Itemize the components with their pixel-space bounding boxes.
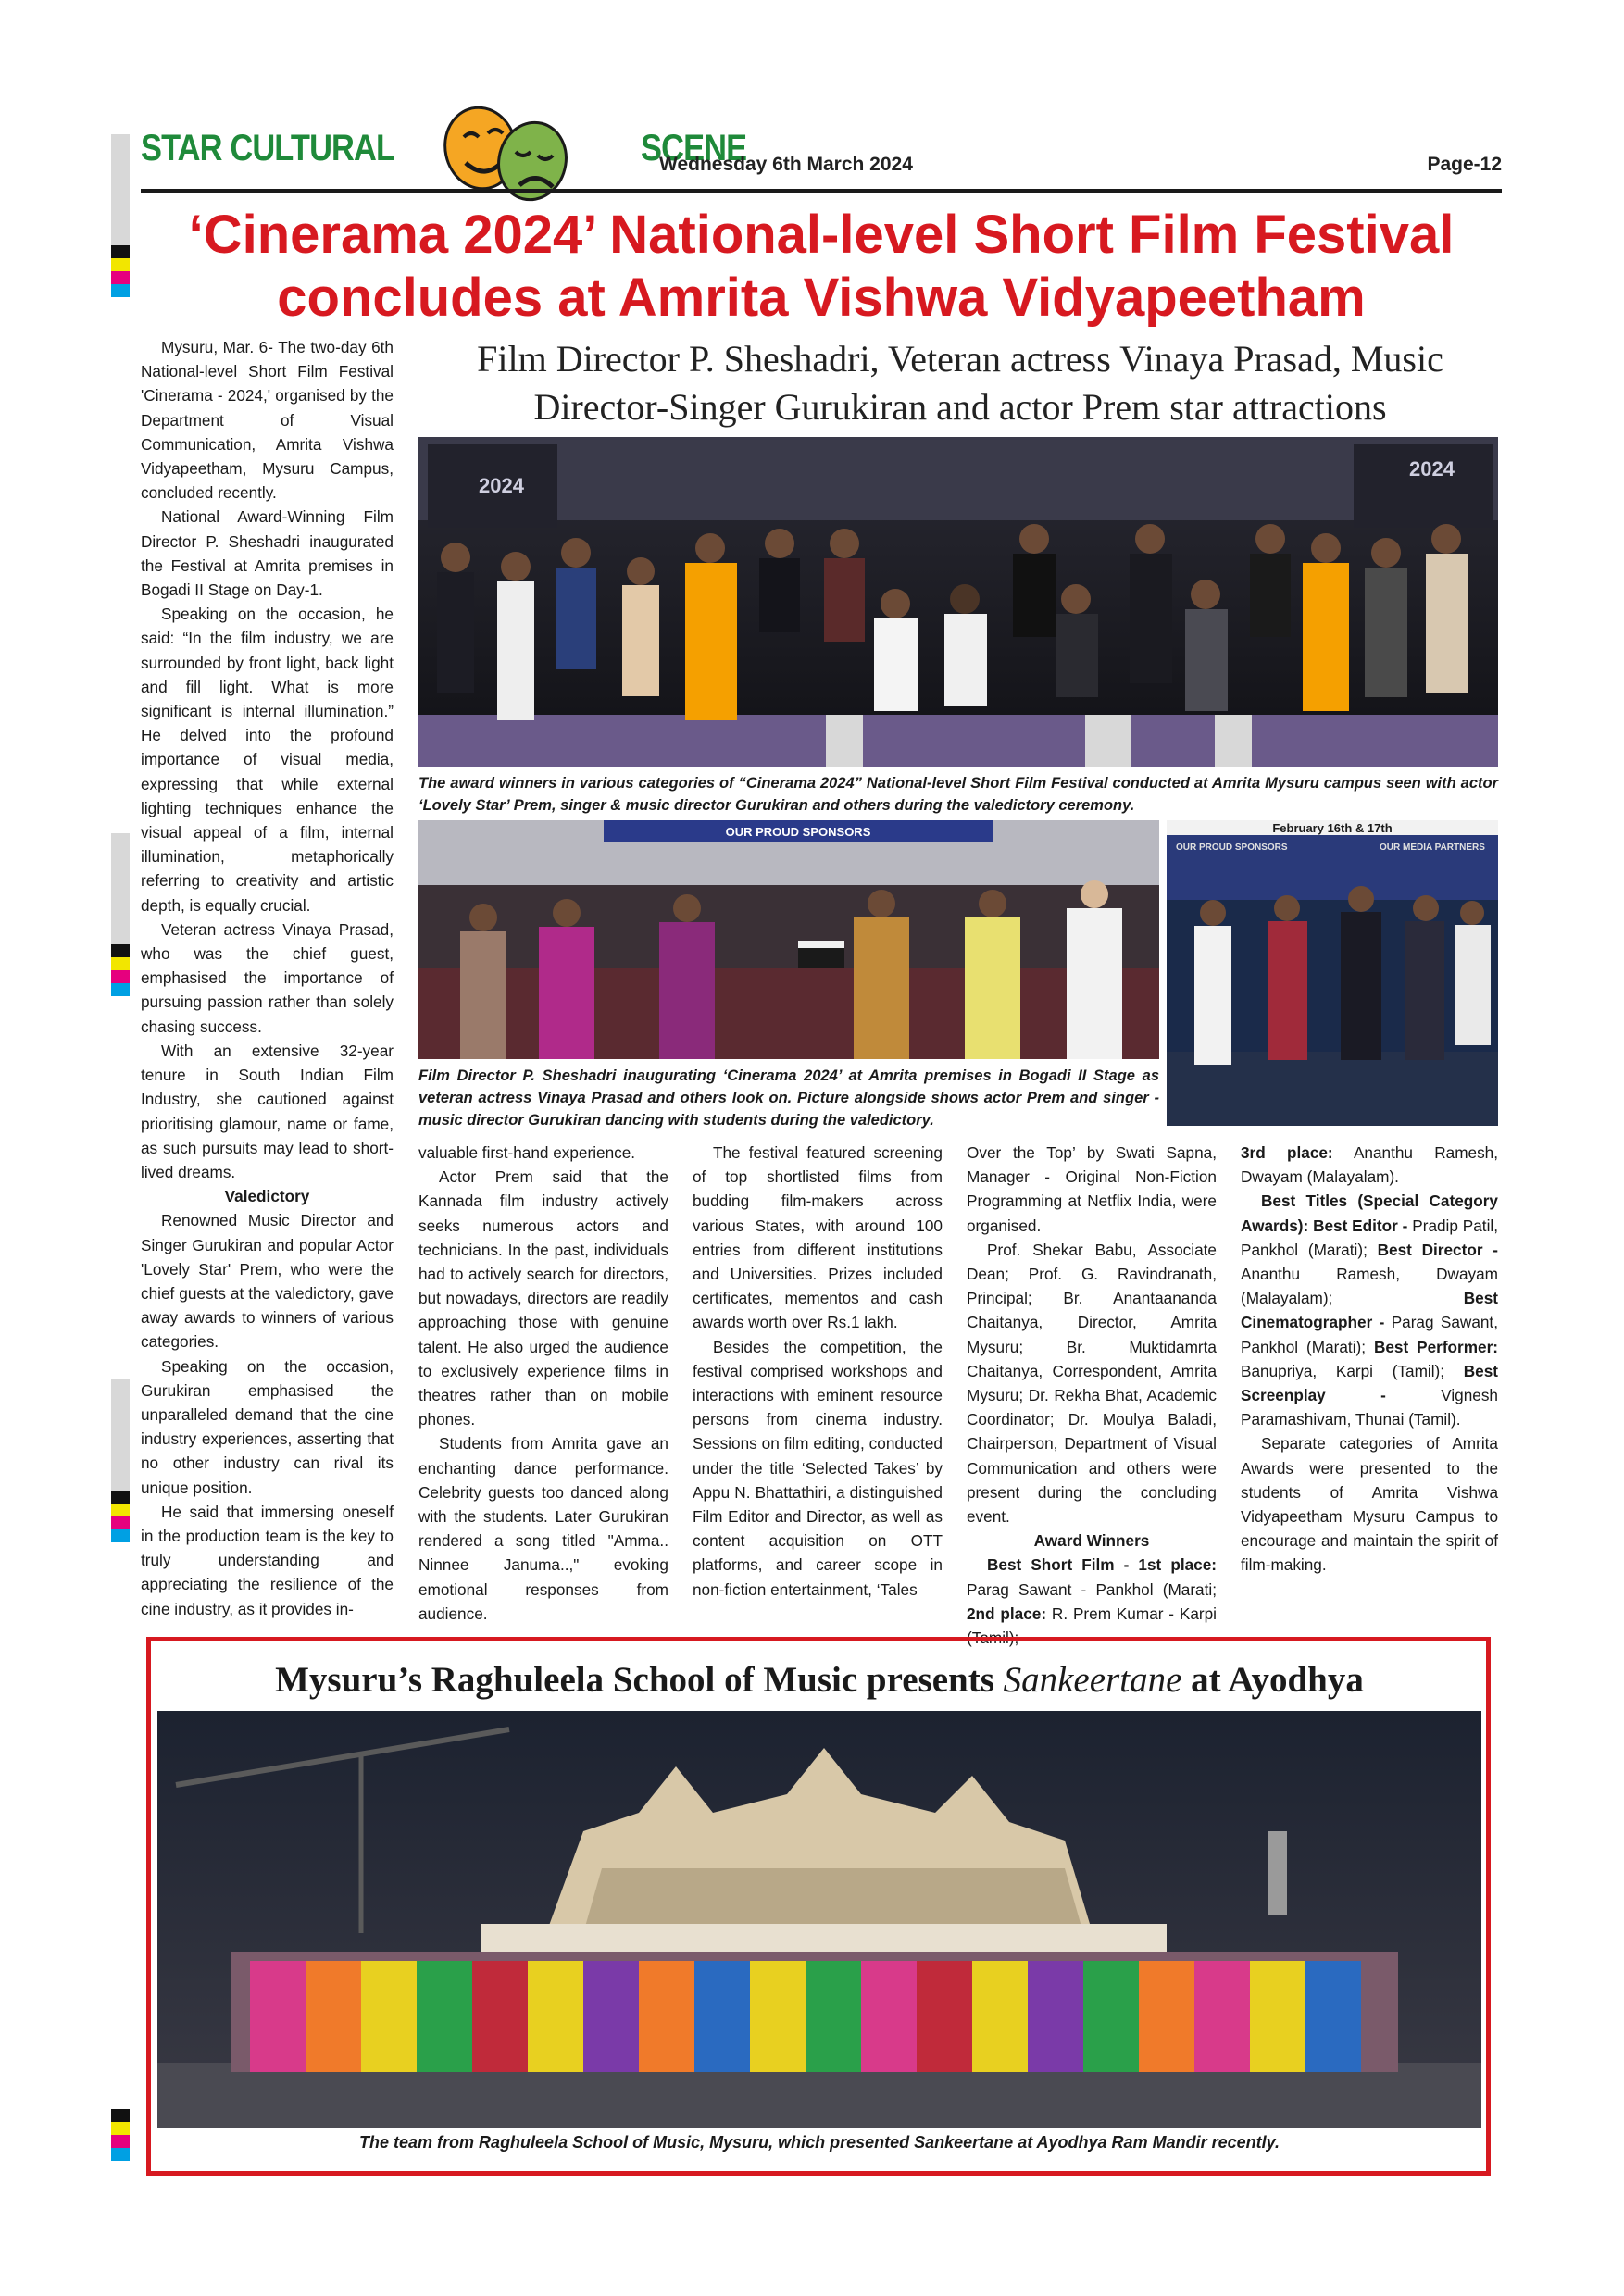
paragraph: He said that immersing oneself in the production team is the key to truly understanding and appreciating the resilience of the cine industry, as it provides in- bbox=[141, 1502, 394, 1618]
page-number: Page-12 bbox=[1427, 154, 1502, 175]
award-paragraph bbox=[1241, 1141, 1498, 1189]
award-value: Vignesh Paramashivam, Thunai (Tamil). bbox=[1241, 1386, 1498, 1429]
dance-photo bbox=[1167, 820, 1498, 1126]
box-title-part-1: Mysuru’s Raghuleela School of Music presents bbox=[275, 1660, 1004, 1700]
award-label: 2nd place: bbox=[967, 1603, 1047, 1623]
paragraph: Students from Amrita gave an enchanting dance performance. Celebrity guests too danced along with the students. Later Gurukiran rendered a song titled "Amma.. Ninnee Januma..," evoking emotional responses from audience. bbox=[418, 1434, 668, 1623]
paragraph: Separate categories of Amrita Awards were presented to the students of Amrita Vishwa Vidyapeetham Mysuru Campus to encourage and maintain the spirit of film-making. bbox=[1241, 1434, 1498, 1575]
photo-caption-2: Film Director P. Sheshadri inaugurating ‘Cinerama 2024’ at Amrita premises in Bogadi II Stage as veteran actress Vinaya Prasad and others look on. Picture alongside shows actor Prem and singer - music director Gurukiran dancing with students during the valedictory. bbox=[418, 1067, 1159, 1129]
photo-text-sponsors: OUR PROUD SPONSORS bbox=[725, 825, 871, 839]
masthead bbox=[141, 100, 1502, 183]
paragraph: Actor Prem said that the Kannada film industry actively seeks numerous actors and technicians. In the past, individuals had to actively search for directors, but nowadays, directors are readily approaching those with genuine talent. He also urged the audience to exclusively experience films in theatres rather than on mobile phones. bbox=[418, 1167, 668, 1429]
article-column-4 bbox=[967, 1141, 1217, 1650]
issue-date: Wednesday 6th March 2024 bbox=[659, 154, 913, 175]
ayodhya-group-photo bbox=[157, 1711, 1481, 2128]
photo-text-year: 2024 bbox=[479, 474, 524, 497]
article-column-2 bbox=[418, 1141, 668, 1626]
headline bbox=[141, 204, 1502, 330]
subhead-line-2: Director-Singer Gurukiran and actor Prem star attractions bbox=[533, 386, 1387, 428]
paragraph: Prof. Shekar Babu, Associate Dean; Prof. G. Ravindranath, Principal; Br. Anantaananda Chaitanya, Director, Amrita Mysuru; Br. Muktidamrta Chaitanya, Correspondent, Amrita Mysuru; Dr. Rekha Bhat, Academic Coordinator; Dr. Moulya Baladi, Chairperson, Department of Visual Communication and others were present during the concluding event. bbox=[967, 1240, 1217, 1527]
paragraph: National Award-Winning Film Director P. Sheshadri inaugurated the Festival at Amrita premises in Bogadi II Stage on Day-1. bbox=[141, 507, 394, 600]
photo-caption-1: The award winners in various categories of “Cinerama 2024” National-level Short Film Festival conducted at Amrita Mysuru campus seen with actor ‘Lovely Star’ Prem, singer & music director Gurukiran and others during the valedictory ceremony. bbox=[418, 775, 1498, 814]
registration-marks bbox=[111, 833, 130, 996]
award-label: Best Titles (Special Category Awards): Best Editor - bbox=[1241, 1192, 1498, 1235]
award-value: Ananthu Ramesh, Dwayam (Malayalam). bbox=[1241, 1143, 1498, 1187]
box-title-italic: Sankeertane bbox=[1003, 1660, 1182, 1700]
article-column-5 bbox=[1241, 1141, 1498, 1578]
headline-line-2: concludes at Amrita Vishwa Vidyapeetham bbox=[277, 268, 1366, 328]
award-label: Best Short Film - 1st place: bbox=[987, 1555, 1217, 1575]
award-value: Ananthu Ramesh, Dwayam (Malayalam); bbox=[1241, 1265, 1498, 1308]
award-value: Parag Sawant, Pankhol (Marati); bbox=[1241, 1313, 1498, 1356]
paragraph: Veteran actress Vinaya Prasad, who was the chief guest, emphasised the importance of pursuing passion rather than solely chasing success. bbox=[141, 919, 394, 1036]
award-paragraph bbox=[967, 1553, 1217, 1650]
registration-marks bbox=[111, 2109, 130, 2161]
registration-marks bbox=[111, 1379, 130, 1542]
paragraph: valuable first-hand experience. bbox=[418, 1143, 636, 1162]
award-value: R. Prem Kumar - Karpi (Tamil); bbox=[967, 1603, 1217, 1648]
section-subhead: Valedictory bbox=[224, 1187, 310, 1206]
photo-text-dates: February 16th & 17th bbox=[1272, 821, 1393, 835]
paragraph: Renowned Music Director and Singer Gurukiran and popular Actor 'Lovely Star' Prem, who were the chief guests at the valedictory, gave away awards to winners of various categories. bbox=[141, 1211, 394, 1352]
photo-text-sponsors: OUR PROUD SPONSORS bbox=[1176, 842, 1288, 853]
inauguration-photo bbox=[418, 820, 1159, 1059]
box-caption: The team from Raghuleela School of Music, Mysuru, which presented Sankeertane at Ayodhya Ram Mandir recently. bbox=[359, 2133, 1280, 2152]
registration-marks bbox=[111, 134, 130, 297]
headline-line-1: ‘Cinerama 2024’ National-level Short Film Festival bbox=[188, 205, 1455, 265]
choir-members bbox=[231, 1952, 1398, 2072]
paragraph: Mysuru, Mar. 6- The two-day 6th National-level Short Film Festival 'Cinerama - 2024,' organised by the Department of Visual Communication, Amrita Vishwa Vidyapeetham, Mysuru Campus, concluded recently. bbox=[141, 338, 394, 503]
subhead-line-1: Film Director P. Sheshadri, Veteran actress Vinaya Prasad, Music bbox=[477, 338, 1443, 380]
box-title-part-2: at Ayodhya bbox=[1181, 1660, 1364, 1700]
award-label: Best Director - bbox=[1377, 1240, 1498, 1259]
award-label: 3rd place: bbox=[1241, 1143, 1333, 1162]
paragraph: The festival featured screening of top shortlisted films from budding film-makers across various States, with around 100 entries from different institutions and Universities. Prizes included certificates, mementos and cash awards worth over Rs.1 lakh. bbox=[693, 1143, 943, 1332]
masthead-right-word: SCENE bbox=[641, 128, 747, 168]
masthead-left-word: STAR CULTURAL bbox=[141, 128, 395, 168]
article-subhead bbox=[418, 335, 1502, 431]
photo-text-year: 2024 bbox=[1409, 457, 1455, 480]
award-value: Banupriya, Karpi (Tamil); bbox=[1241, 1361, 1445, 1380]
paragraph: Over the Top’ by Swati Sapna, Manager - Original Non-Fiction Programming at Netflix India, were organised. bbox=[967, 1143, 1217, 1235]
paragraph: With an extensive 32-year tenure in South Indian Film Industry, she cautioned against prioritising glamour, name or fame, as such pursuits may lead to short-lived dreams. bbox=[141, 1041, 394, 1181]
award-value: Parag Sawant - Pankhol (Marati; bbox=[967, 1579, 1217, 1599]
section-subhead: Award Winners bbox=[1033, 1531, 1150, 1551]
award-label: Best Screenplay - bbox=[1241, 1361, 1498, 1405]
photo-text-media: OUR MEDIA PARTNERS bbox=[1380, 842, 1485, 853]
box-title bbox=[157, 1659, 1481, 1701]
masthead-rule bbox=[141, 189, 1502, 193]
article-column-1 bbox=[141, 335, 394, 1621]
article-column-3 bbox=[693, 1141, 943, 1602]
paragraph: Speaking on the occasion, Gurukiran emphasised the unparalleled demand that the cine industry experiences, asserting that no other industry can rival its unique position. bbox=[141, 1356, 394, 1497]
award-winners-photo bbox=[418, 437, 1498, 767]
award-paragraph bbox=[1241, 1189, 1498, 1431]
award-value: Pradip Patil, Pankhol (Marati); bbox=[1241, 1216, 1498, 1259]
award-label: Best Performer: bbox=[1373, 1337, 1498, 1356]
award-label: Best Cinematographer - bbox=[1241, 1289, 1498, 1332]
paragraph: Speaking on the occasion, he said: “In the film industry, we are surrounded by front light, back light and fill light. What is more significant is internal illumination.” He delved into the profound importance of visual media, expressing that while external lighting techniques enhance the visual appeal of a film, internal illumination, metaphorically referring to creativity and artistic depth, is equally crucial. bbox=[141, 605, 394, 915]
paragraph: Besides the competition, the festival comprised workshops and interactions with eminent resource persons from cinema industry. Sessions on film editing, conducted under the title ‘Selected Takes’ by Appu N. Bhattathiri, a distinguished Film Editor and Director, as well as content acquisition on OTT platforms, and career scope in non-fiction entertainment, ‘Tales bbox=[693, 1337, 943, 1599]
